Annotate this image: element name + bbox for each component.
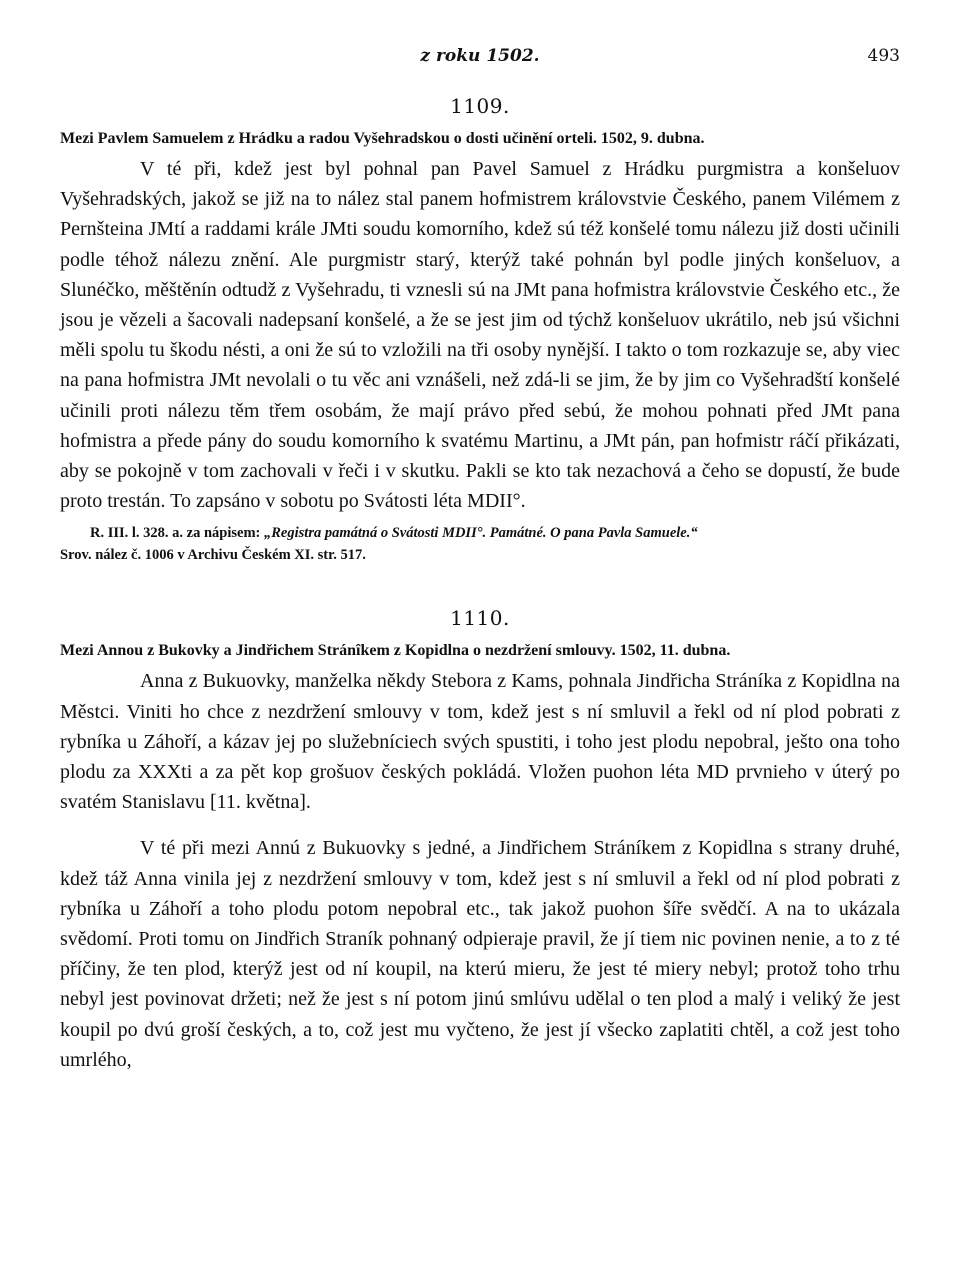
- document-number-1110: 1110.: [450, 606, 510, 631]
- source-note-1109: [60, 522, 900, 566]
- source-note-inscription: „Registra památná o Svátosti MDII°. Památné. O pana Pavla Samuele.“: [264, 525, 698, 542]
- document-text-1110-paragraph-1: Anna z Bukuovky, manželka někdy Stebora z Kams, pohnala Jindřicha Stráníka z Kopidlna na Městci. Viniti ho chce z nezdržení smlouvy v tom, kdež jest s ní smluvil a řekl od ní plod pobrati z rybníka u Záhoří, a kázav jej po služebníciech svých spustiti, i toho jest plodu nepobral, ješto ona toho plodu za XXXti a za pět kop grošuov českých pokládá. Vložen puohon léta MD prvnieho v úterý po svatém Stanislavu [11. května].: [60, 670, 900, 814]
- page-number: 493: [867, 46, 900, 66]
- document-text-1110-paragraph-2: V té při mezi Annú z Bukuovky s jedné, a Jindřichem Stráníkem z Kopidlna s strany druhé, kdež táž Anna vinila jej z nezdržení smlouvy v tom, kdež jest s ní smluvil a řekl od ní plod pobrati z rybníka u Záhoří a toho plodu potom nepobral etc., tak jakož puohon šíře svědčí. A na to ukázala svědomí. Proti tomu on Jindřich Straník pohnaný odpieraje pravil, že jí tiem nic povinen nenie, a to z té příčiny, že ten plod, kterýž jest od ní koupil, na kterú mieru, že jest té miery nebyl; protož toho trhu nebyl jest povinovat držeti; než že jest s ní potom jinú smlúvu udělal o ten plod a malý i veliký že jest koupil po dvú groší českých, a to, což jest mu vyčteno, že jest jí všecko zaplatiti chtěl, a což jest toho umrlého,: [60, 837, 900, 1071]
- document-heading-1109: Mezi Pavlem Samuelem z Hrádku a radou Vyšehradskou o dosti učinění orteli. 1502, 9. dubna.: [60, 130, 705, 147]
- source-note-reference: R. III. l. 328. a. za nápisem:: [90, 525, 265, 542]
- document-heading-1110: Mezi Annou z Bukovky a Jindřichem Stránîkem z Kopidlna o nezdržení smlouvy. 1502, 11. dubna.: [60, 642, 731, 660]
- document-number-1109: 1109.: [450, 94, 510, 118]
- running-head-title: z roku 1502.: [420, 46, 540, 66]
- document-text-1109: V té při, kdež jest byl pohnal pan Pavel Samuel z Hrádku purgmistra a konšeluov Vyšehradských, jakož se již na to nález stal panem hofmistrem královstvie Českého, panem Vilémem z Pernšteina JMtí a raddami krále JMti soudu komorního, kdež sú též konšelé tomu nálezu již dosti učinili podle téhož nálezu znění. Ale purgmistr starý, kterýž také pohnán byl podle jiných konšeluov, a Slunéčko, měštěnín odtudž z Vyšehradu, ti vznesli sú na JMt pana hofmistra královstvie Českého etc., že jsou je vězeli a šacovali nadepsaní konšelé, a že se jest jim od týchž konšeluov ukrátilo, neb jsú všichni měli spolu tu škodu nésti, a oni že sú to vzložili na tři osoby nynější. I takto o tom rozkazuje se, aby viec na pana hofmistra JMt nevolali o tu věc ani vznášeli, než zdá-li se jim, že by jim co Vyšehradští konšelé učinili proti nálezu těm třem osobám, že mají právo před sebú, že mohou pohnati před JMt pana hofmistra a přede pány do soudu komorního k svatému Martinu, a JMt pán, pan hofmistr ráčí přikázati, aby se pokojně v tom zachovali v řeči i v skutku. Pakli se kto tak nezachová a čeho se dopustí, že bude proto trestán. To zapsáno v sobotu po Svátosti léta MDII°.: [60, 158, 900, 513]
- running-head: [60, 46, 900, 74]
- document-page: [60, 46, 900, 1075]
- source-note-cross-reference: Srov. nález č. 1006 v Archivu Českém XI. str. 517.: [60, 547, 366, 564]
- source-note-line: [60, 522, 900, 544]
